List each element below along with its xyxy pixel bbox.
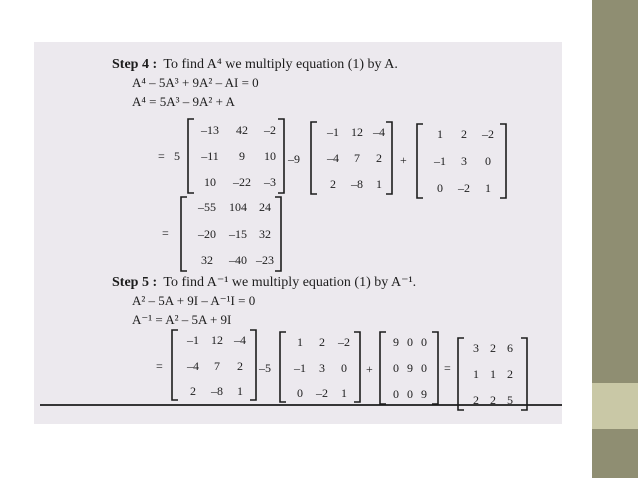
matrix-cell: –23 xyxy=(256,253,274,267)
matrix-cell: 2 xyxy=(473,393,479,407)
step5-expr-equals: = xyxy=(156,359,163,373)
matrix-cell: –1 xyxy=(187,333,199,347)
matrix-cell: –8 xyxy=(211,384,223,398)
step4-heading: Step 4 : To find A⁴ we multiply equation (1) by A. xyxy=(112,57,398,72)
matrix-cell: 2 xyxy=(376,151,382,165)
matrix-cell: 10 xyxy=(204,175,216,189)
matrix-cell: 32 xyxy=(201,253,213,267)
matrix-cell: 12 xyxy=(351,125,363,139)
step4-matrix-a3 xyxy=(188,119,284,193)
step5-expr-equals-2: = xyxy=(444,361,451,375)
matrix-cell: 9 xyxy=(393,335,399,349)
matrix-cell: 7 xyxy=(214,359,220,373)
step4-expr-equals: = xyxy=(158,149,165,163)
step5-equation-1: A² – 5A + 9I – A⁻¹I = 0 xyxy=(132,293,256,308)
matrix-cell: 0 xyxy=(437,181,443,195)
matrix-cell: 6 xyxy=(507,341,513,355)
matrix-cell: –2 xyxy=(482,127,494,141)
step5-expr-minus-5: –5 xyxy=(259,361,271,375)
matrix-cell: 9 xyxy=(239,149,245,163)
matrix-cell: 2 xyxy=(507,367,513,381)
matrix-cell: 24 xyxy=(259,200,271,214)
step4-matrix-a2 xyxy=(311,122,392,194)
step4-matrix-result xyxy=(181,197,281,271)
matrix-cell: 32 xyxy=(259,227,271,241)
matrix-cell: 7 xyxy=(354,151,360,165)
matrix-cell: 2 xyxy=(490,341,496,355)
matrix-cell: 1 xyxy=(437,127,443,141)
matrix-cell: 3 xyxy=(319,361,325,375)
matrix-cell: –4 xyxy=(187,359,199,373)
matrix-cell: 3 xyxy=(473,341,479,355)
matrix-cell: –2 xyxy=(264,123,276,137)
matrix-cell: –13 xyxy=(201,123,219,137)
matrix-cell: –55 xyxy=(198,200,216,214)
matrix-cell: –11 xyxy=(201,149,219,163)
matrix-cell: –2 xyxy=(316,386,328,400)
step5-expr-plus: + xyxy=(366,362,373,376)
matrix-cell: –1 xyxy=(434,154,446,168)
step4-result-equals: = xyxy=(162,226,169,240)
matrix-cell: –15 xyxy=(229,227,247,241)
textbook-page xyxy=(34,42,562,424)
matrix-cell: 104 xyxy=(229,200,247,214)
matrix-cell: 1 xyxy=(237,384,243,398)
matrix-cell: –40 xyxy=(229,253,247,267)
matrix-cell: 0 xyxy=(421,361,427,375)
matrix-cell: 9 xyxy=(407,361,413,375)
matrix-cell: –1 xyxy=(327,125,339,139)
matrix-cell: 2 xyxy=(461,127,467,141)
matrix-cell: –8 xyxy=(351,177,363,191)
matrix-cell: –2 xyxy=(458,181,470,195)
textbook-photo xyxy=(34,42,562,424)
matrix-cell: 0 xyxy=(407,387,413,401)
matrix-cell: 9 xyxy=(421,387,427,401)
matrix-cell: –3 xyxy=(264,175,276,189)
matrix-cell: 1 xyxy=(485,181,491,195)
matrix-cell: 0 xyxy=(421,335,427,349)
matrix-cell: 42 xyxy=(236,123,248,137)
step4-equation-1: A⁴ – 5A³ + 9A² – AI = 0 xyxy=(132,75,259,90)
matrix-cell: –4 xyxy=(327,151,339,165)
matrix-cell: 5 xyxy=(507,393,513,407)
matrix-cell: 2 xyxy=(490,393,496,407)
matrix-cell: 2 xyxy=(319,335,325,349)
matrix-cell: 0 xyxy=(341,361,347,375)
slide-side-accent xyxy=(592,383,638,429)
matrix-cell: –4 xyxy=(234,333,246,347)
matrix-cell: 0 xyxy=(297,386,303,400)
matrix-cell: 1 xyxy=(473,367,479,381)
matrix-cell: 3 xyxy=(461,154,467,168)
matrix-cell: 0 xyxy=(407,335,413,349)
step4-expr-coef-5: 5 xyxy=(174,149,180,163)
step4-matrix-a xyxy=(417,124,506,198)
matrix-cell: 1 xyxy=(341,386,347,400)
step5-equation-2: A⁻¹ = A² – 5A + 9I xyxy=(132,312,232,327)
matrix-cell: 1 xyxy=(376,177,382,191)
matrix-cell: 0 xyxy=(393,387,399,401)
matrix-cell: –20 xyxy=(198,227,216,241)
matrix-cell: 2 xyxy=(237,359,243,373)
step4-expr-plus: + xyxy=(400,153,407,167)
matrix-cell: 2 xyxy=(190,384,196,398)
matrix-cell: 10 xyxy=(264,149,276,163)
matrix-cell: 2 xyxy=(330,177,336,191)
matrix-cell: 1 xyxy=(297,335,303,349)
step5-matrix-a2 xyxy=(172,330,256,400)
matrix-cell: –1 xyxy=(294,361,306,375)
matrix-cell: –4 xyxy=(373,125,385,139)
step5-matrix-9i xyxy=(380,332,438,404)
step5-matrix-result xyxy=(458,338,527,410)
step4-expr-minus-9: –9 xyxy=(288,152,300,166)
step5-heading: Step 5 : To find A⁻¹ we multiply equation (1) by A⁻¹. xyxy=(112,275,417,290)
step4-equation-2: A⁴ = 5A³ – 9A² + A xyxy=(132,94,235,109)
matrix-cell: 0 xyxy=(485,154,491,168)
matrix-cell: 1 xyxy=(490,367,496,381)
matrix-cell: 12 xyxy=(211,333,223,347)
matrix-cell: 0 xyxy=(393,361,399,375)
matrix-cell: –2 xyxy=(338,335,350,349)
matrix-cell: –22 xyxy=(233,175,251,189)
step5-matrix-a xyxy=(280,332,360,402)
